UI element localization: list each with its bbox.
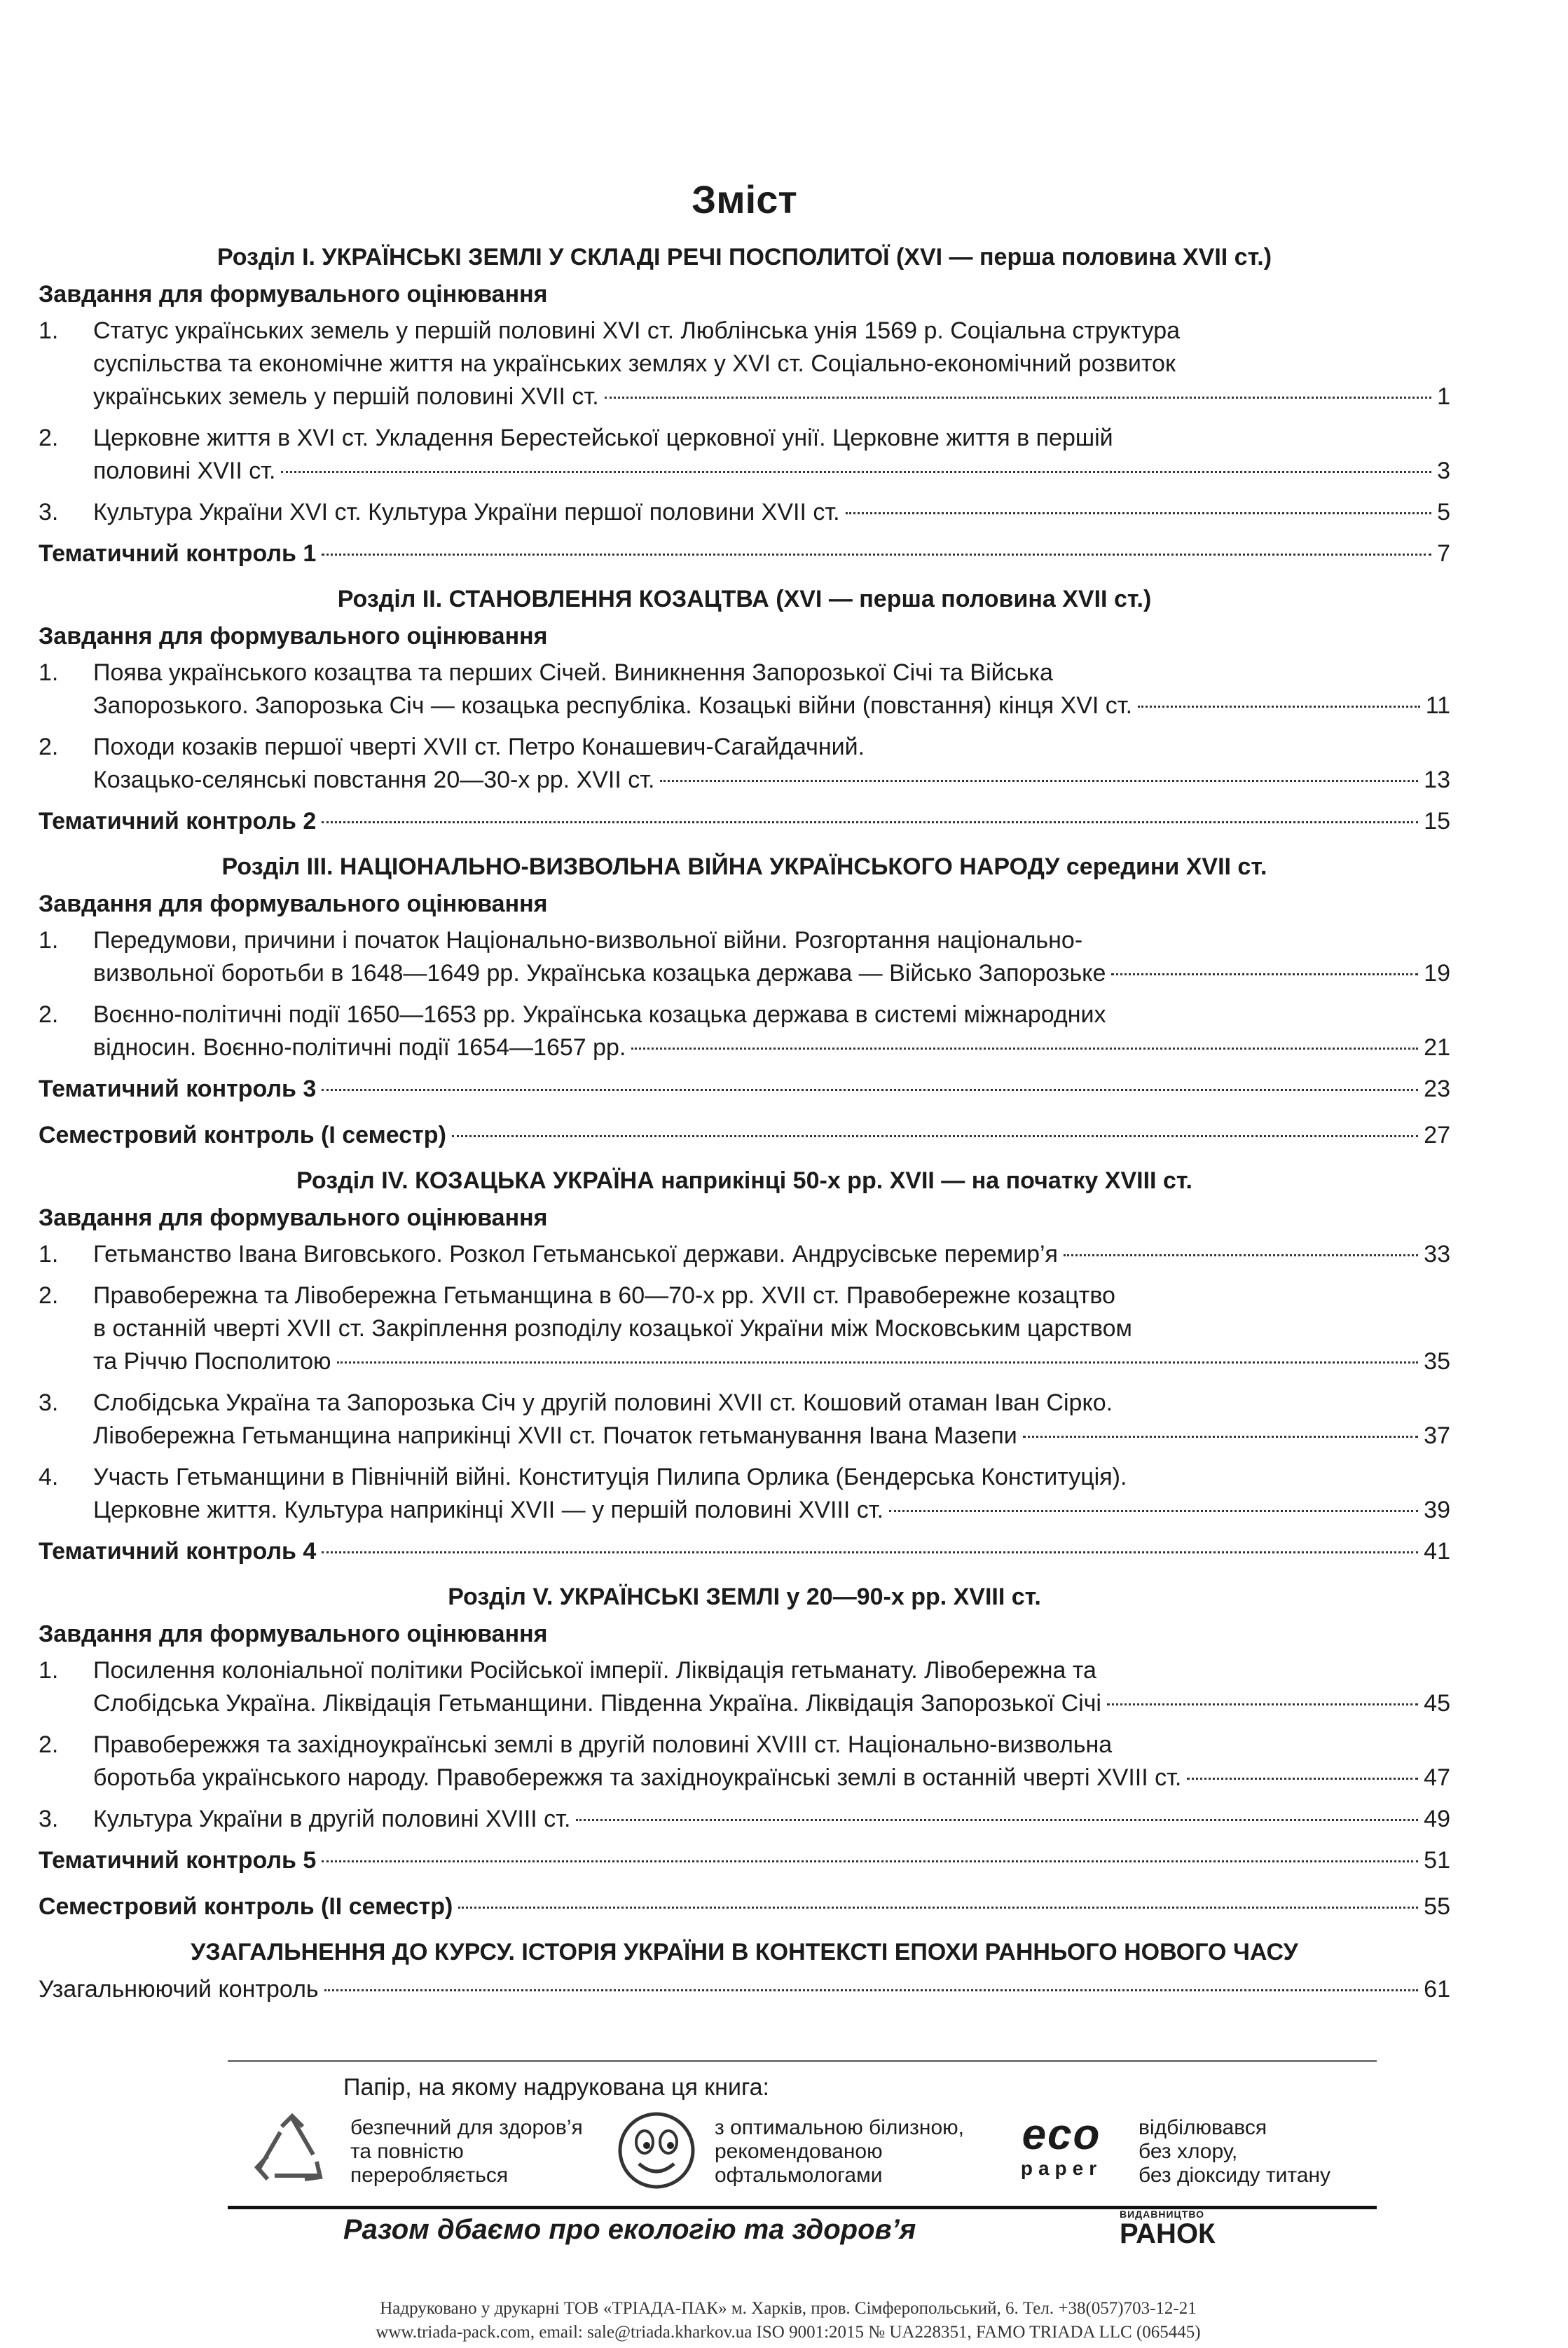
section-subheading: Завдання для формувального оцінювання (39, 281, 548, 308)
toc-item[interactable] (39, 1387, 1450, 1453)
item-number: 2. (39, 734, 59, 760)
dot-leader (322, 821, 1418, 823)
item-number: 1. (39, 1657, 59, 1684)
toc-item[interactable] (39, 1279, 1450, 1378)
control-entry[interactable] (39, 805, 1450, 837)
item-number: 4. (39, 1464, 59, 1490)
control-label: Семестровий контроль (І семестр) (39, 1122, 446, 1148)
page-number: 15 (1424, 808, 1450, 835)
page-number: 51 (1424, 1847, 1450, 1874)
item-text-line: відносин. Воєнно-політичні події 1654—1657 рр. (93, 1034, 626, 1061)
dot-leader (1187, 1778, 1418, 1780)
item-text-line: та Річчю Посполитою (93, 1348, 331, 1375)
page-number: 19 (1424, 960, 1450, 987)
section-subheading: Завдання для формувального оцінювання (39, 891, 548, 917)
item-body (93, 731, 1450, 797)
page-number: 35 (1424, 1348, 1450, 1375)
control-entry[interactable] (39, 1073, 1450, 1105)
item-text-line: Гетьманство Івана Виговського. Розкол Гетьманської держави. Андрусівське перемир’я (93, 1241, 1058, 1268)
entry-label: Узагальнюючий контроль (39, 1976, 319, 2003)
toc-item[interactable] (39, 1729, 1450, 1794)
item-body (93, 1238, 1450, 1271)
item-body (93, 496, 1450, 529)
section-heading: Розділ ІІІ. НАЦІОНАЛЬНО-ВИЗВОЛЬНА ВІЙНА УКРАЇНСЬКОГО НАРОДУ середини XVII ст. (221, 853, 1267, 880)
dot-leader (631, 1048, 1418, 1050)
eco-paper-block (228, 2060, 1377, 2103)
dot-leader (458, 1907, 1418, 1909)
eco-feature-recyclable: безпечний для здоров’я та повністю переробляється (350, 2116, 583, 2187)
toc-item[interactable] (39, 657, 1450, 722)
section-subheading: Завдання для формувального оцінювання (39, 1621, 548, 1647)
dot-leader (660, 780, 1418, 782)
eco-heading: Папір, на якому надрукована ця книга: (343, 2074, 769, 2101)
page-number: 11 (1425, 692, 1450, 719)
control-entry[interactable] (39, 1119, 1450, 1151)
dot-leader (322, 1860, 1418, 1862)
slogan-divider (228, 2206, 1377, 2209)
item-last-line (93, 455, 1450, 488)
section-heading: Розділ І. УКРАЇНСЬКІ ЗЕМЛІ У СКЛАДІ РЕЧІ ПОСПОЛИТОЇ (XVI — перша половина XVII ст.) (216, 244, 1272, 270)
publisher-label: ВИДАВНИЦТВО (1120, 2209, 1204, 2220)
section-heading: Розділ IV. КОЗАЦЬКА УКРАЇНА наприкінці 50-х рр. XVII — на початку XVIII ст. (296, 1167, 1192, 1194)
item-text-line: Церковне життя. Культура наприкінці XVII — у першій половині XVIII ст. (93, 1497, 883, 1523)
dot-leader (1138, 706, 1420, 708)
item-text-line: Слобідська Україна. Ліквідація Гетьманщини. Південна Україна. Ліквідація Запорозької Січі (93, 1690, 1101, 1717)
item-last-line (93, 957, 1450, 990)
item-text-line: Поява українського козацтва та перших Січей. Виникнення Запорозької Січі та Війська (93, 659, 1053, 686)
toc-item[interactable] (39, 1654, 1450, 1720)
section-subheading: Завдання для формувального оцінювання (39, 1204, 548, 1231)
item-last-line (93, 1494, 1450, 1527)
item-text-line: Посилення колоніальної політики Російської імперії. Ліквідація гетьманату. Лівобережна та (93, 1657, 1096, 1684)
section-heading: Розділ ІІ. СТАНОВЛЕННЯ КОЗАЦТВА (XVI — перша половина XVII ст.) (337, 586, 1152, 612)
item-body (93, 1279, 1450, 1378)
item-number: 1. (39, 927, 59, 954)
item-last-line (93, 1687, 1450, 1720)
publisher-logo: РАНОК (1120, 2218, 1216, 2249)
item-number: 2. (39, 1001, 59, 1028)
item-body (93, 924, 1450, 990)
item-last-line (93, 380, 1450, 413)
final-entry[interactable] (39, 1973, 1450, 2005)
toc-section (39, 1165, 1450, 1567)
page-number: 45 (1424, 1690, 1450, 1717)
toc-item[interactable] (39, 924, 1450, 990)
item-text-line: Походи козаків першої чверті XVII ст. Петро Конашевич-Сагайдачний. (93, 734, 865, 760)
recycle-icon (254, 2113, 331, 2186)
item-last-line (93, 1031, 1450, 1064)
control-entry[interactable] (39, 537, 1450, 570)
eco-slogan: Разом дбаємо про екологію та здоров’я (343, 2214, 916, 2245)
page-number: 41 (1424, 1538, 1450, 1565)
print-info: Надруковано у друкарні ТОВ «ТРІАДА-ПАК» м. Харків, пров. Сімферопольський, 6. Тел. +38(057)703-12-21 www.triada-pack.com, email: sale@triada.kharkov.ua ISO 9001:2015 № UA228351, FAMO TRIADA LLC (065445) (376, 2299, 1201, 2342)
table-of-contents (39, 172, 1450, 2005)
item-last-line (93, 1803, 1450, 1836)
control-entry[interactable] (39, 1535, 1450, 1567)
page-number: 13 (1424, 767, 1450, 793)
item-text-line: Церковне життя в XVI ст. Укладення Берестейської церковної унії. Церковне життя в першій (93, 425, 1113, 451)
dot-leader (452, 1135, 1418, 1137)
control-label: Семестровий контроль (ІІ семестр) (39, 1893, 453, 1920)
item-body (93, 1729, 1450, 1794)
dot-leader (281, 471, 1431, 473)
toc-section (39, 1581, 1450, 1923)
toc-item[interactable] (39, 315, 1450, 413)
toc-item[interactable] (39, 496, 1450, 529)
item-body (93, 998, 1450, 1064)
control-label: Тематичний контроль 1 (39, 540, 317, 567)
item-text-line: суспільства та економічне життя на українських землях у XVI ст. Соціально-економічний розвиток (93, 350, 1176, 377)
item-text-line: половині XVII ст. (93, 458, 276, 484)
dot-leader (322, 1551, 1418, 1553)
item-number: 1. (39, 1241, 59, 1268)
toc-item[interactable] (39, 998, 1450, 1064)
dot-leader (322, 1089, 1418, 1091)
page-number: 47 (1424, 1764, 1450, 1791)
section-heading: Розділ V. УКРАЇНСЬКІ ЗЕМЛІ у 20—90-х рр. XVIII ст. (448, 1584, 1041, 1610)
item-text-line: Культура України в другій половині XVIII ст. (93, 1806, 571, 1832)
dot-leader (1023, 1436, 1418, 1438)
page-number: 5 (1437, 499, 1450, 526)
item-body (93, 657, 1450, 722)
page-number: 55 (1424, 1893, 1450, 1920)
item-last-line (93, 1420, 1450, 1453)
item-text-line: в останній чверті XVII ст. Закріплення розподілу козацької України між Московським царством (93, 1315, 1132, 1342)
eco-paper-logo: eco paper (1020, 2110, 1103, 2179)
toc-item[interactable] (39, 1461, 1450, 1527)
dot-leader (576, 1819, 1418, 1821)
dot-leader (1107, 1703, 1418, 1705)
item-text-line: Запорозького. Запорозька Січ — козацька республіка. Козацькі війни (повстання) кінця XVI ст. (93, 692, 1133, 719)
page-number: 39 (1424, 1497, 1450, 1523)
item-last-line (93, 689, 1450, 722)
page-number: 21 (1424, 1034, 1450, 1061)
dot-leader (1064, 1254, 1418, 1256)
page-number: 27 (1424, 1122, 1450, 1148)
eco-feature-whiteness: з оптимальною білизною, рекомендованою офтальмологами (715, 2116, 965, 2187)
item-number: 1. (39, 317, 59, 344)
item-text-line: визвольної боротьби в 1648—1649 рр. Українська козацька держава — Військо Запорозьке (93, 960, 1106, 987)
page-number: 33 (1424, 1241, 1450, 1268)
dot-leader (605, 397, 1431, 399)
page-title: Зміст (692, 177, 797, 221)
item-text-line: Участь Гетьманщини в Північній війні. Конституція Пилипа Орлика (Бендерська Конституція). (93, 1464, 1127, 1490)
final-heading: УЗАГАЛЬНЕННЯ ДО КУРСУ. ІСТОРІЯ УКРАЇНИ В КОНТЕКСТІ ЕПОХИ РАННЬОГО НОВОГО ЧАСУ (191, 1939, 1298, 1965)
item-text-line: Статус українських земель у першій половині XVI ст. Люблінська унія 1569 р. Соціальна структура (93, 317, 1181, 344)
dot-leader (846, 512, 1431, 514)
item-text-line: Правобережна та Лівобережна Гетьманщина в 60—70-х рр. XVII ст. Правобережне козацтво (93, 1282, 1115, 1309)
dot-leader (322, 554, 1431, 556)
page-number: 37 (1424, 1422, 1450, 1449)
dot-leader (889, 1510, 1418, 1512)
item-number: 1. (39, 659, 59, 686)
item-text-line: Передумови, причини і початок Національно-визвольної війни. Розгортання національно- (93, 927, 1083, 954)
toc-item[interactable] (39, 731, 1450, 797)
control-label: Тематичний контроль 4 (39, 1538, 317, 1565)
item-number: 3. (39, 1389, 59, 1416)
item-last-line (93, 496, 1450, 529)
page-number: 3 (1437, 458, 1450, 484)
item-text-line: Козацько-селянські повстання 20—30-х рр. XVII ст. (93, 767, 655, 793)
smiley-eyes-icon (617, 2110, 697, 2191)
item-text-line: Лівобережна Гетьманщина наприкінці XVII ст. Початок гетьманування Івана Мазепи (93, 1422, 1017, 1449)
page-number: 49 (1424, 1806, 1450, 1832)
item-text-line: Слобідська Україна та Запорозька Січ у другій половині XVII ст. Кошовий отаман Іван Сірко. (93, 1389, 1113, 1416)
page-number: 1 (1437, 383, 1450, 410)
item-text-line: Воєнно-політичні події 1650—1653 рр. Українська козацька держава в системі міжнародних (93, 1001, 1106, 1028)
item-last-line (93, 1345, 1450, 1378)
item-text-line: Культура України XVI ст. Культура України першої половини XVII ст. (93, 499, 840, 526)
page-number: 61 (1424, 1976, 1450, 2003)
item-body (93, 1654, 1450, 1720)
dot-leader (324, 1989, 1419, 1991)
control-label: Тематичний контроль 5 (39, 1847, 317, 1874)
item-number: 2. (39, 425, 59, 451)
toc-item[interactable] (39, 1803, 1450, 1836)
control-label: Тематичний контроль 3 (39, 1076, 317, 1102)
toc-section (39, 584, 1450, 837)
item-text-line: Правобережжя та західноукраїнські землі в другій половині XVIII ст. Національно-визвольна (93, 1731, 1113, 1758)
item-number: 3. (39, 499, 59, 526)
toc-section (39, 851, 1450, 1151)
control-label: Тематичний контроль 2 (39, 808, 317, 835)
control-entry[interactable] (39, 1844, 1450, 1876)
toc-item[interactable] (39, 422, 1450, 488)
item-number: 2. (39, 1731, 59, 1758)
eco-feature-bleaching: відбілювався без хлору, без діоксиду титану (1139, 2116, 1331, 2187)
item-last-line (93, 764, 1450, 797)
page-number: 23 (1424, 1076, 1450, 1102)
item-last-line (93, 1238, 1450, 1271)
toc-item[interactable] (39, 1238, 1450, 1271)
item-last-line (93, 1762, 1450, 1794)
toc-section (39, 242, 1450, 570)
item-body (93, 1461, 1450, 1527)
item-body (93, 1803, 1450, 1836)
item-body (93, 1387, 1450, 1453)
sections (39, 242, 1450, 1923)
section-subheading: Завдання для формувального оцінювання (39, 623, 548, 650)
item-text-line: боротьба українського народу. Правобережжя та західноукраїнські землі в останній чверті XVIII ст. (93, 1764, 1182, 1791)
dot-leader (1111, 973, 1418, 975)
dot-leader (337, 1361, 1419, 1364)
item-text-line: українських земель у першій половині XVII ст. (93, 383, 599, 410)
page-number: 7 (1437, 540, 1450, 567)
item-body (93, 315, 1450, 413)
item-number: 2. (39, 1282, 59, 1309)
control-entry[interactable] (39, 1890, 1450, 1923)
item-body (93, 422, 1450, 488)
item-number: 3. (39, 1806, 59, 1832)
